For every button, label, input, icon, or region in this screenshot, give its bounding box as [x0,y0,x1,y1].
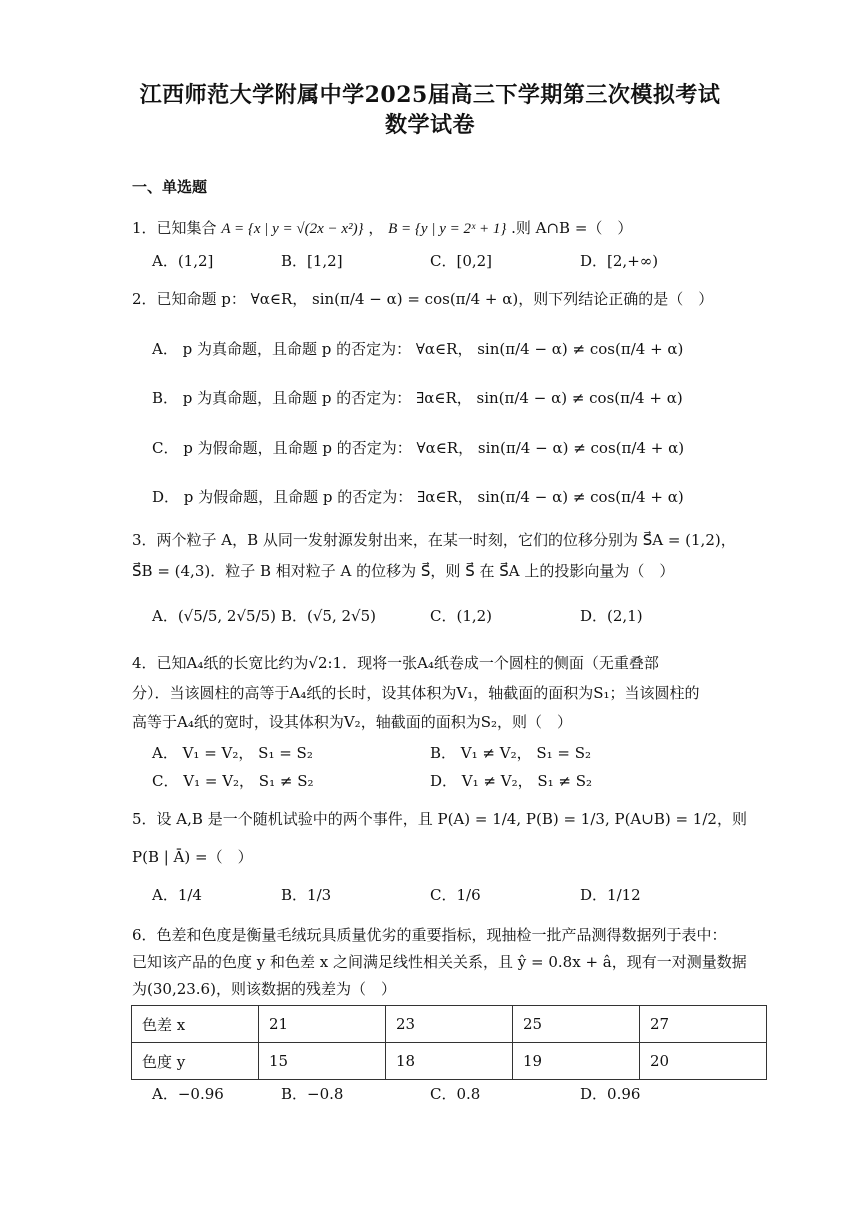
question-1 [132,217,632,240]
q1-option-c: C．[0,2] [430,252,493,270]
q4-option-a: A． V₁ = V₂， S₁ = S₂ [152,744,313,762]
q2-option-c: C． p 为假命题，且命题 p 的否定为： ∀α∈R， sin(π/4 − α) ≠ cos(π/4 + α) [152,439,685,457]
question-3-line1: 3．两个粒子 A，B 从同一发射源发射出来，在某一时刻，它们的位移分别为 S⃗A = (1,2)， [132,531,736,549]
q1-option-b: B．[1,2] [281,252,343,270]
question-2: 2．已知命题 p： ∀α∈R， sin(π/4 − α) = cos(π/4 + α)，则下列结论正确的是（ ） [132,290,714,308]
table-cell: 25 [513,1006,640,1043]
question-6-line3: 为(30,23.6)，则该数据的残差为（ ） [132,980,396,998]
q1-sep: ， [368,219,384,237]
q5-option-a: A．1/4 [152,886,202,904]
table-cell: 27 [640,1006,767,1043]
q5-option-c: C．1/6 [430,886,481,904]
q4-option-b: B． V₁ ≠ V₂， S₁ = S₂ [430,744,592,762]
q3-option-d: D．(2,1) [580,607,643,625]
table-cell: 色差 x [132,1006,259,1043]
q2-option-a: A． p 为真命题，且命题 p 的否定为： ∀α∈R， sin(π/4 − α) ≠ cos(π/4 + α) [152,340,684,358]
table-cell: 18 [386,1043,513,1080]
q6-option-a: A．−0.96 [152,1085,224,1103]
question-4-line2: 分）．当该圆柱的高等于A₄纸的长时，设其体积为V₁，轴截面的面积为S₁；当该圆柱的 [132,684,700,702]
question-5-line1: 5．设 A,B 是一个随机试验中的两个事件，且 P(A) = 1/4, P(B) = 1/3, P(A∪B) = 1/2，则 [132,810,747,828]
table-row [132,1043,767,1080]
q5-option-d: D．1/12 [580,886,641,904]
section-heading: 一、单选题 [132,178,208,196]
q1-option-a: A．(1,2] [152,252,214,270]
q3-option-c: C．(1,2) [430,607,493,625]
table-cell: 21 [259,1006,386,1043]
question-5-line2: P(B | Ā) =（ ） [132,848,253,866]
q4-option-c: C． V₁ = V₂， S₁ ≠ S₂ [152,772,314,790]
q3-option-a: A．(√5/5, 2√5/5) [152,607,277,625]
q2-option-b: B． p 为真命题，且命题 p 的否定为： ∃α∈R， sin(π/4 − α) ≠ cos(π/4 + α) [152,389,683,407]
q6-data-table [131,1005,767,1080]
q6-option-b: B．−0.8 [281,1085,344,1103]
q1-set-a: A = {x | y = √(2x − x²)} [221,221,364,237]
exam-title: 江西师范大学附属中学2025届高三下学期第三次模拟考试 [139,82,721,108]
table-cell: 15 [259,1043,386,1080]
question-3-line2: S⃗B = (4,3)．粒子 B 相对粒子 A 的位移为 S⃗，则 S⃗ 在 S⃗A 上的投影向量为（ ） [132,562,675,580]
q4-option-d: D． V₁ ≠ V₂， S₁ ≠ S₂ [430,772,593,790]
q6-option-c: C．0.8 [430,1085,481,1103]
table-row [132,1006,767,1043]
exam-subtitle: 数学试卷 [384,112,475,138]
question-4-line1: 4．已知A₄纸的长宽比约为√2:1．现将一张A₄纸卷成一个圆柱的侧面（无重叠部 [132,654,659,672]
question-4-line3: 高等于A₄纸的宽时，设其体积为V₂，轴截面的面积为S₂，则（ ） [132,713,572,731]
q1-option-d: D．[2,+∞) [580,252,659,270]
table-cell: 色度 y [132,1043,259,1080]
table-cell: 20 [640,1043,767,1080]
q1-tail: .则 A∩B =（ ） [511,219,633,237]
q5-option-b: B．1/3 [281,886,332,904]
table-cell: 19 [513,1043,640,1080]
q1-set-b: B = {y | y = 2ˣ + 1} [388,221,507,237]
q6-option-d: D．0.96 [580,1085,641,1103]
question-6-line1: 6．色差和色度是衡量毛绒玩具质量优劣的重要指标，现抽检一批产品测得数据列于表中： [132,926,727,944]
q1-prefix: 1．已知集合 [132,219,217,237]
table-cell: 23 [386,1006,513,1043]
question-6-line2: 已知该产品的色度 y 和色差 x 之间满足线性相关关系，且 ŷ = 0.8x + â，现有一对测量数据 [132,953,747,971]
q3-option-b: B．(√5, 2√5) [281,607,377,625]
q2-option-d: D． p 为假命题，且命题 p 的否定为： ∃α∈R， sin(π/4 − α) ≠ cos(π/4 + α) [152,488,684,506]
